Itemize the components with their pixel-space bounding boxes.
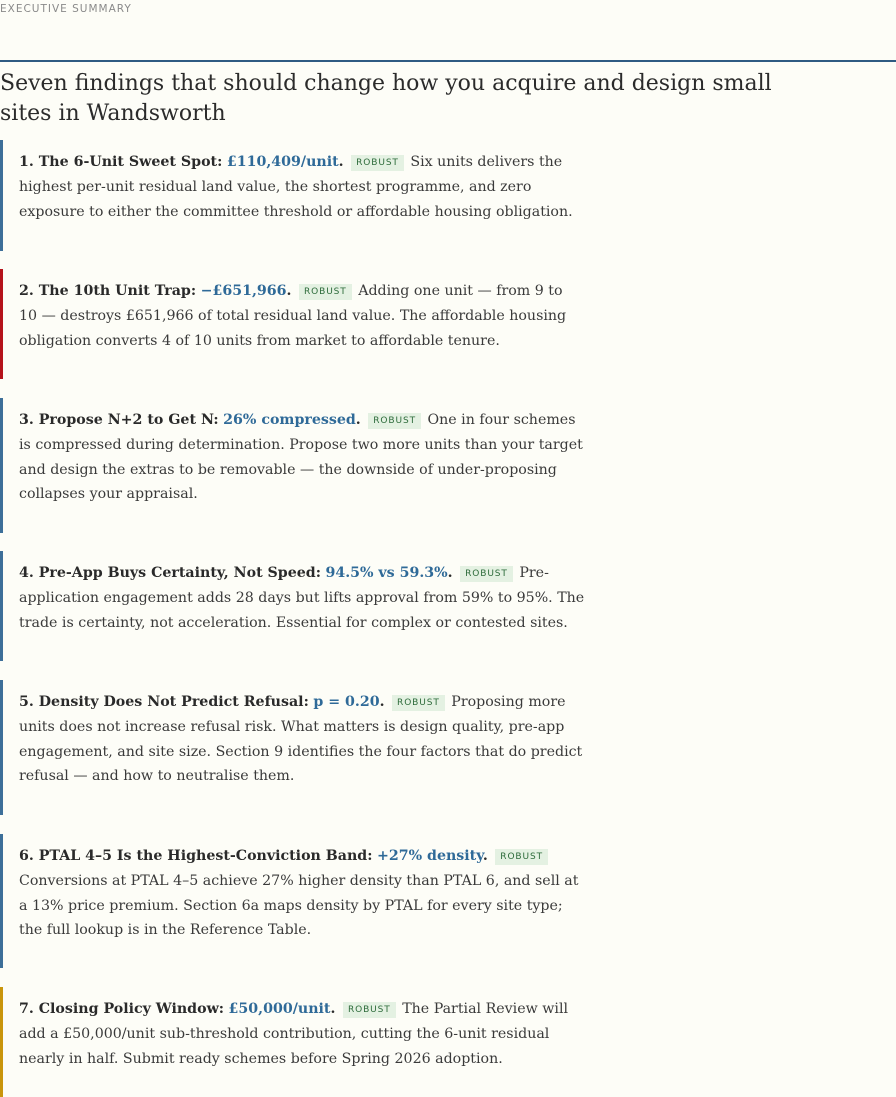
finding-body: Conversions at PTAL 4–5 achieve 27% higher density than PTAL 6, and sell at a 13% price premium. Section 6a maps density by PTAL for every site type; the full lookup is in the Reference Table. (19, 872, 579, 939)
finding-body: Pre-application engagement adds 28 days but lifts approval from 59% to 95%. The trade is certainty, not acceleration. Essential for complex or contested sites. (19, 565, 585, 631)
finding-metric: £50,000/unit (228, 1001, 331, 1017)
robust-badge: ROBUST (299, 284, 352, 300)
finding-body: Six units delivers the highest per-unit residual land value, the shortest programme, and zero exposure to either the committee threshold or affordable housing obligation. (19, 154, 573, 220)
finding-title: 3. Propose N+2 to Get N: (19, 412, 219, 428)
finding-metric: +27% density (376, 848, 483, 864)
finding-body: Proposing more units does not increase refusal risk. What matters is design quality, pre-app engagement, and site size. Section 9 identifies the four factors that do predict refusal — and how to neutralise them. (19, 694, 583, 785)
finding-card-2 (0, 269, 585, 379)
finding-text: 4. Pre-App Buys Certainty, Not Speed: 94.5% vs 59.3%. ROBUST Pre-application engagement adds 28 days but lifts approval from 59% to 95%. The trade is certainty, not acceleration. Essential for complex or contested sites. (19, 565, 585, 631)
finding-metric: £110,409/unit (226, 154, 339, 170)
finding-title: 6. PTAL 4–5 Is the Highest-Conviction Band: (19, 848, 373, 864)
robust-badge: ROBUST (495, 849, 548, 865)
finding-card-6 (0, 834, 585, 968)
finding-title: 7. Closing Policy Window: (19, 1001, 225, 1017)
robust-badge: ROBUST (392, 695, 445, 711)
robust-badge: ROBUST (351, 155, 404, 171)
finding-card-3 (0, 398, 585, 533)
finding-title: 2. The 10th Unit Trap: (19, 283, 197, 299)
robust-badge: ROBUST (368, 413, 421, 429)
finding-metric: 26% compressed (223, 412, 356, 428)
finding-title: 1. The 6-Unit Sweet Spot: (19, 154, 223, 170)
robust-badge: ROBUST (343, 1002, 396, 1018)
finding-body: One in four schemes is compressed during determination. Propose two more units than your target and design the extras to be removable — the downside of under-proposing collapses your appraisal. (19, 412, 583, 503)
page-title: Seven findings that should change how you acquire and design small sites in Wandsworth (0, 71, 772, 126)
section-eyebrow: EXECUTIVE SUMMARY (0, 3, 132, 15)
section-divider (0, 60, 896, 62)
finding-text: 7. Closing Policy Window: £50,000/unit. ROBUST The Partial Review will add a £50,000/unit sub-threshold contribution, cutting the 6-unit residual nearly in half. Submit ready schemes before Spring 2026 adoption. (19, 1001, 569, 1067)
finding-card-1 (0, 140, 585, 251)
finding-title: 4. Pre-App Buys Certainty, Not Speed: (19, 565, 321, 581)
finding-body: The Partial Review will add a £50,000/unit sub-threshold contribution, cutting the 6-unit residual nearly in half. Submit ready schemes before Spring 2026 adoption. (19, 1001, 569, 1067)
finding-title: 5. Density Does Not Predict Refusal: (19, 694, 309, 710)
finding-text: 3. Propose N+2 to Get N: 26% compressed. ROBUST One in four schemes is compressed during determination. Propose two more units than your target and design the extras to be removable — the downside of under-proposing collapses your appraisal. (19, 412, 583, 503)
finding-card-4 (0, 551, 585, 661)
finding-text: 6. PTAL 4–5 Is the Highest-Conviction Band: +27% density. ROBUST Conversions at PTAL 4–5 achieve 27% higher density than PTAL 6, and sell at a 13% price premium. Section 6a maps density by PTAL for every site type; the full lookup is in the Reference Table. (19, 848, 579, 939)
robust-badge: ROBUST (460, 566, 513, 582)
finding-text: 1. The 6-Unit Sweet Spot: £110,409/unit. ROBUST Six units delivers the highest per-unit residual land value, the shortest programme, and zero exposure to either the committee threshold or affordable housing obligation. (19, 154, 573, 220)
finding-card-5 (0, 680, 585, 815)
finding-metric: p = 0.20 (313, 694, 380, 710)
finding-metric: −£651,966 (200, 283, 287, 299)
finding-body: Adding one unit — from 9 to 10 — destroys £651,966 of total residual land value. The affordable housing obligation converts 4 of 10 units from market to affordable tenure. (19, 283, 567, 349)
finding-card-7 (0, 987, 585, 1097)
finding-metric: 94.5% vs 59.3% (325, 565, 448, 581)
finding-text: 2. The 10th Unit Trap: −£651,966. ROBUST Adding one unit — from 9 to 10 — destroys £651,966 of total residual land value. The affordable housing obligation converts 4 of 10 units from market to affordable tenure. (19, 283, 567, 349)
finding-text: 5. Density Does Not Predict Refusal: p = 0.20. ROBUST Proposing more units does not increase refusal risk. What matters is design quality, pre-app engagement, and site size. Section 9 identifies the four factors that do predict refusal — and how to neutralise them. (19, 694, 583, 785)
